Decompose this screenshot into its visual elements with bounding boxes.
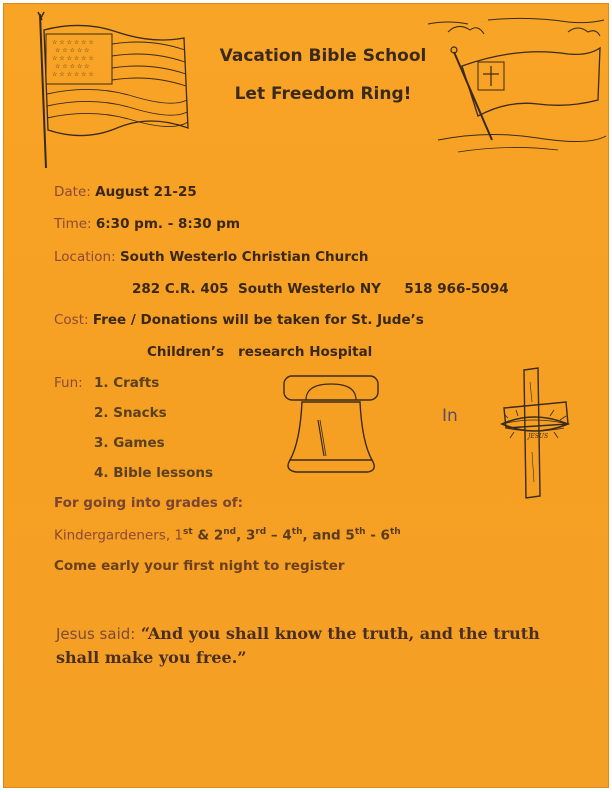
- grades-part: - 6: [365, 527, 390, 544]
- time-label: Time:: [54, 216, 92, 232]
- location-line: [54, 249, 369, 265]
- liberty-bell-icon: [276, 372, 386, 476]
- fun-item: 2. Snacks: [94, 405, 167, 421]
- fun-label: Fun:: [54, 375, 83, 391]
- svg-text:JESUS: JESUS: [528, 433, 549, 440]
- cost-value-2: Children’s research Hospital: [147, 344, 373, 360]
- cost-label: Cost:: [54, 312, 89, 328]
- in-word: In: [442, 406, 458, 426]
- ordinal-suffix: rd: [255, 527, 267, 537]
- fun-item: 1. Crafts: [94, 375, 160, 391]
- cross-with-crown-of-thorns-icon: [494, 362, 574, 502]
- grades-part: – 4: [266, 527, 292, 544]
- us-flag-icon: [32, 10, 192, 170]
- location-value: South Westerlo Christian Church: [119, 249, 369, 265]
- event-theme: Let Freedom Ring!: [234, 84, 412, 104]
- grades-part: & 2: [192, 527, 224, 544]
- address-value: 282 C.R. 405 South Westerlo NY 518 966-5094: [132, 281, 509, 297]
- grades-line-prefix: Kindergardeners, 1: [54, 527, 183, 544]
- grades-part: , 3: [236, 527, 256, 544]
- svg-text:☆ ☆ ☆ ☆ ☆: ☆ ☆ ☆ ☆ ☆: [55, 63, 90, 70]
- svg-text:☆ ☆ ☆ ☆ ☆ ☆: ☆ ☆ ☆ ☆ ☆ ☆: [52, 39, 94, 46]
- ordinal-suffix: st: [183, 527, 193, 537]
- grades-line: [54, 527, 401, 544]
- flyer-sheet: [3, 3, 609, 788]
- address-line: [132, 281, 509, 297]
- time-value: 6:30 pm. - 8:30 pm: [95, 216, 241, 232]
- date-line: [54, 184, 197, 200]
- cost-line: [54, 312, 424, 328]
- date-label: Date:: [54, 184, 91, 200]
- svg-text:☆ ☆ ☆ ☆ ☆ ☆: ☆ ☆ ☆ ☆ ☆ ☆: [52, 55, 94, 62]
- grades-part: , and 5: [302, 527, 355, 544]
- svg-text:☆ ☆ ☆ ☆ ☆ ☆: ☆ ☆ ☆ ☆ ☆ ☆: [52, 71, 94, 78]
- ordinal-suffix: th: [389, 527, 401, 537]
- grades-heading: For going into grades of:: [54, 495, 244, 511]
- ordinal-suffix: th: [354, 527, 366, 537]
- fun-item: 4. Bible lessons: [94, 465, 214, 481]
- fun-item: 3. Games: [94, 435, 165, 451]
- event-title: Vacation Bible School: [219, 46, 427, 66]
- register-note: Come early your first night to register: [54, 558, 345, 574]
- scripture-quote: [56, 622, 586, 670]
- date-value: August 21-25: [95, 184, 197, 200]
- svg-text:☆ ☆ ☆ ☆ ☆: ☆ ☆ ☆ ☆ ☆: [55, 47, 90, 54]
- quote-label: Jesus said:: [56, 625, 136, 643]
- christian-flag-icon: [428, 12, 608, 162]
- time-line: [54, 216, 240, 232]
- ordinal-suffix: th: [291, 527, 303, 537]
- cost-line-2: [147, 344, 372, 360]
- location-label: Location:: [54, 249, 116, 265]
- ordinal-suffix: nd: [223, 527, 237, 537]
- cost-value: Free / Donations will be taken for St. Jude’s: [92, 312, 424, 328]
- quote-text: “And you shall know the truth, and the truth shall make you free.”: [56, 624, 540, 667]
